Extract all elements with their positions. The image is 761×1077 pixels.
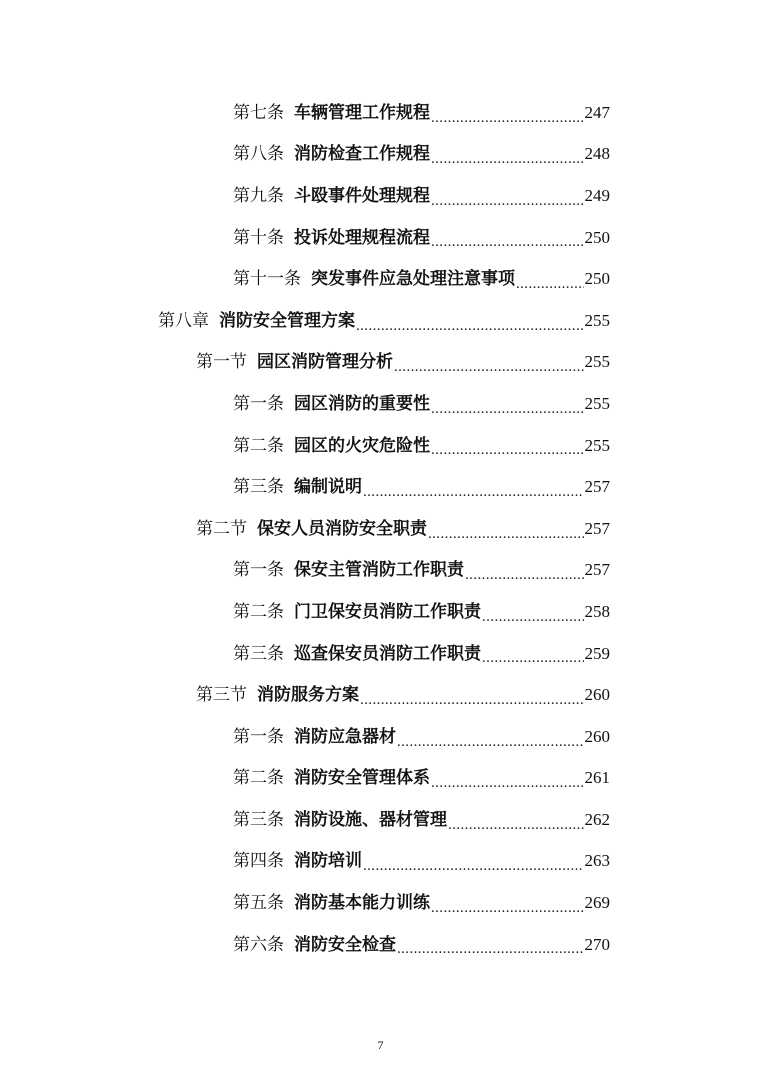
toc-entry-number: 第十条 xyxy=(233,227,284,248)
toc-entry-page: 262 xyxy=(584,809,610,829)
toc-entry-page: 248 xyxy=(584,144,610,164)
toc-entry-number: 第八条 xyxy=(233,144,284,165)
toc-entry[interactable] xyxy=(233,716,610,758)
toc-entry-title: 消防检查工作规程 xyxy=(294,144,430,165)
toc-entry-title: 消防应急器材 xyxy=(294,726,396,747)
toc-dot-leader xyxy=(482,611,584,633)
toc-entry-page: 257 xyxy=(584,477,610,497)
toc-entry-number: 第五条 xyxy=(233,893,284,914)
toc-entry-page: 263 xyxy=(584,851,610,871)
toc-entry-page: 270 xyxy=(584,934,610,954)
toc-chapter-entry[interactable] xyxy=(158,300,610,342)
toc-entry-page: 250 xyxy=(584,269,610,289)
toc-entry-number: 第九条 xyxy=(233,185,284,206)
toc-entry-number: 第一条 xyxy=(233,726,284,747)
toc-dot-leader xyxy=(360,694,584,716)
toc-entry-title: 消防设施、器材管理 xyxy=(294,809,447,830)
toc-entry-page: 255 xyxy=(584,310,610,330)
toc-dot-leader xyxy=(431,403,584,425)
toc-entry[interactable] xyxy=(233,550,610,592)
toc-entry-number: 第八章 xyxy=(158,310,209,331)
toc-entry-page: 269 xyxy=(584,893,610,913)
toc-section-entry[interactable] xyxy=(196,674,610,716)
toc-dot-leader xyxy=(431,444,584,466)
toc-entry-page: 260 xyxy=(584,726,610,746)
toc-entry[interactable] xyxy=(233,92,610,134)
toc-dot-leader xyxy=(448,819,584,841)
toc-entry-page: 261 xyxy=(584,768,610,788)
toc-entry-number: 第七条 xyxy=(233,102,284,123)
toc-dot-leader xyxy=(394,361,584,383)
toc-entry-title: 门卫保安员消防工作职责 xyxy=(294,601,481,622)
toc-entry[interactable] xyxy=(233,758,610,800)
toc-dot-leader xyxy=(356,320,584,342)
toc-entry[interactable] xyxy=(233,258,610,300)
toc-entry-title: 突发事件应急处理注意事项 xyxy=(311,269,515,290)
toc-dot-leader xyxy=(431,195,584,217)
toc-entry[interactable] xyxy=(233,134,610,176)
toc-entry-page: 249 xyxy=(584,185,610,205)
toc-entry-title: 保安主管消防工作职责 xyxy=(294,560,464,581)
toc-entry-title: 园区的火灾危险性 xyxy=(294,435,430,456)
toc-entry-title: 车辆管理工作规程 xyxy=(294,102,430,123)
toc-entry-title: 园区消防管理分析 xyxy=(257,352,393,373)
toc-entry-page: 258 xyxy=(584,601,610,621)
toc-dot-leader xyxy=(397,943,584,965)
toc-entry[interactable] xyxy=(233,591,610,633)
toc-entry-number: 第一节 xyxy=(196,352,247,373)
toc-entry-title: 园区消防的重要性 xyxy=(294,393,430,414)
toc-entry-number: 第三条 xyxy=(233,477,284,498)
toc-entry-number: 第四条 xyxy=(233,851,284,872)
toc-dot-leader xyxy=(363,486,584,508)
toc-dot-leader xyxy=(428,528,584,550)
toc-entry-title: 消防基本能力训练 xyxy=(294,893,430,914)
page-number: 7 xyxy=(377,1038,384,1052)
toc-entry[interactable] xyxy=(233,466,610,508)
toc-entry-number: 第一条 xyxy=(233,560,284,581)
toc-entry-page: 257 xyxy=(584,560,610,580)
toc-entry-number: 第二条 xyxy=(233,601,284,622)
toc-entry-number: 第三条 xyxy=(233,643,284,664)
toc-dot-leader xyxy=(431,777,584,799)
toc-dot-leader xyxy=(482,652,584,674)
table-of-contents xyxy=(0,92,761,965)
toc-entry-title: 巡查保安员消防工作职责 xyxy=(294,643,481,664)
toc-entry[interactable] xyxy=(233,383,610,425)
toc-entry-page: 255 xyxy=(584,352,610,372)
toc-entry-page: 255 xyxy=(584,393,610,413)
toc-entry-title: 消防服务方案 xyxy=(257,685,359,706)
toc-entry-number: 第三条 xyxy=(233,809,284,830)
toc-entry-page: 260 xyxy=(584,685,610,705)
toc-entry[interactable] xyxy=(233,841,610,883)
toc-dot-leader xyxy=(363,860,584,882)
toc-entry[interactable] xyxy=(233,217,610,259)
toc-dot-leader xyxy=(431,112,584,134)
toc-entry-number: 第一条 xyxy=(233,393,284,414)
toc-entry[interactable] xyxy=(233,633,610,675)
toc-entry-title: 编制说明 xyxy=(294,477,362,498)
toc-dot-leader xyxy=(465,569,584,591)
toc-section-entry[interactable] xyxy=(196,342,610,384)
toc-entry[interactable] xyxy=(233,425,610,467)
toc-entry-page: 250 xyxy=(584,227,610,247)
toc-dot-leader xyxy=(516,278,584,300)
toc-dot-leader xyxy=(431,236,584,258)
toc-entry-page: 257 xyxy=(584,518,610,538)
toc-entry-title: 投诉处理规程流程 xyxy=(294,227,430,248)
toc-dot-leader xyxy=(431,153,584,175)
toc-entry-number: 第六条 xyxy=(233,934,284,955)
toc-entry-title: 消防安全检查 xyxy=(294,934,396,955)
toc-entry-number: 第二节 xyxy=(196,518,247,539)
toc-entry[interactable] xyxy=(233,799,610,841)
toc-entry-title: 保安人员消防安全职责 xyxy=(257,518,427,539)
toc-entry-number: 第三节 xyxy=(196,685,247,706)
toc-entry-number: 第二条 xyxy=(233,435,284,456)
toc-entry-page: 259 xyxy=(584,643,610,663)
toc-entry-title: 消防安全管理方案 xyxy=(219,310,355,331)
toc-entry-title: 消防培训 xyxy=(294,851,362,872)
toc-section-entry[interactable] xyxy=(196,508,610,550)
toc-dot-leader xyxy=(397,736,584,758)
toc-entry[interactable] xyxy=(233,924,610,966)
toc-entry-number: 第十一条 xyxy=(233,269,301,290)
toc-entry-page: 247 xyxy=(584,102,610,122)
toc-entry-page: 255 xyxy=(584,435,610,455)
toc-entry[interactable] xyxy=(233,882,610,924)
toc-entry[interactable] xyxy=(233,175,610,217)
toc-entry-title: 斗殴事件处理规程 xyxy=(294,185,430,206)
toc-dot-leader xyxy=(431,902,584,924)
toc-entry-title: 消防安全管理体系 xyxy=(294,768,430,789)
toc-entry-number: 第二条 xyxy=(233,768,284,789)
